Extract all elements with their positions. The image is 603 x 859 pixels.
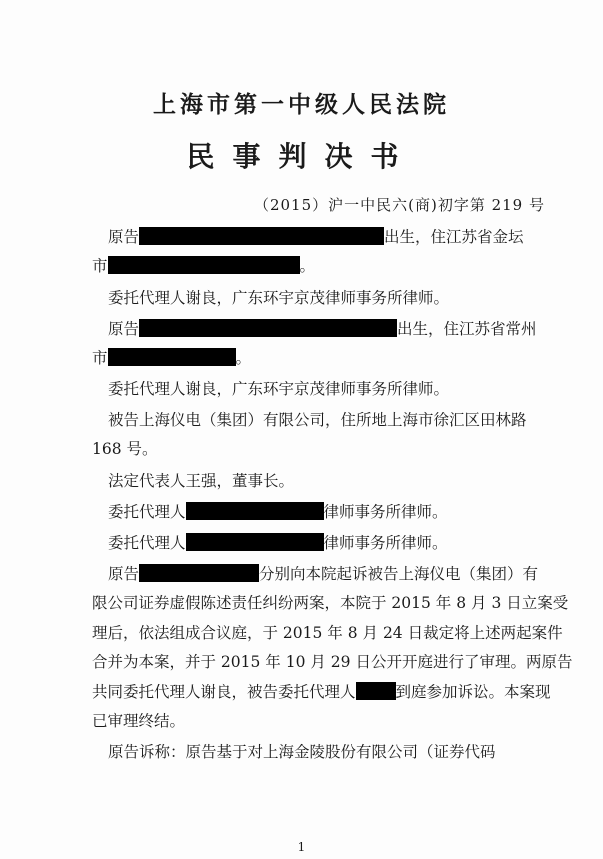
plaintiff-1-city: 市	[92, 257, 108, 275]
redaction-bar	[108, 348, 236, 366]
redaction-bar	[356, 682, 396, 700]
plaintiff-2-line-1	[108, 318, 552, 340]
agent-firm: 律师事务所律师。	[323, 534, 448, 552]
plaintiff-2-line-2	[92, 347, 552, 369]
redaction-bar	[139, 319, 397, 337]
defendant-agent-1	[108, 501, 552, 523]
plaintiff-1-agent: 委托代理人谢良，广东环宇京茂律师事务所律师。	[108, 289, 450, 307]
redaction-bar	[139, 564, 259, 582]
plaintiff-1-line-2	[92, 255, 552, 277]
page-number: 1	[297, 840, 306, 854]
plaintiff-2-end: 。	[235, 349, 252, 367]
case-number: （2015）沪一中民六(商)初字第 219 号	[253, 196, 545, 214]
agent-firm: 律师事务所律师。	[323, 503, 448, 521]
body-line-7: 原告诉称：原告基于对上海金陵股份有限公司（证券代码	[108, 743, 496, 761]
agent-label: 委托代理人	[108, 534, 186, 552]
body-text: 分别向本院起诉被告上海仪电（集团）有	[259, 565, 539, 583]
defendant-line-1: 被告上海仪电（集团）有限公司，住所地上海市徐汇区田林路	[108, 411, 527, 429]
redaction-bar	[186, 533, 324, 551]
body-plaintiff-label: 原告	[108, 565, 140, 583]
redaction-bar	[108, 256, 300, 274]
legal-representative: 法定代表人王强，董事长。	[108, 472, 295, 490]
plaintiff-1-label: 原告	[108, 228, 140, 246]
agent-label: 委托代理人	[108, 503, 186, 521]
plaintiff-2-agent: 委托代理人谢良，广东环宇京茂律师事务所律师。	[108, 380, 450, 398]
defendant-line-2: 168 号。	[92, 440, 158, 458]
plaintiff-1-line-1	[108, 226, 552, 248]
body-line-5	[92, 681, 552, 703]
plaintiff-2-label: 原告	[108, 320, 140, 338]
body-line-2: 限公司证券虚假陈述责任纠纷两案，本院于 2015 年 8 月 3 日立案受	[92, 594, 569, 612]
plaintiff-2-city: 市	[92, 349, 108, 367]
body-line-3: 理后，依法组成合议庭，于 2015 年 8 月 24 日裁定将上述两起案件	[92, 624, 563, 642]
plaintiff-1-end: 。	[299, 257, 316, 275]
body-line-4: 合并为本案，并于 2015 年 10 月 29 日公开开庭进行了审理。两原告	[92, 653, 573, 671]
redaction-bar	[186, 502, 324, 520]
redaction-bar	[139, 227, 384, 245]
defendant-agent-2	[108, 532, 552, 554]
court-name: 上海市第一中级人民法院	[153, 91, 450, 118]
body-line-6: 已审理终结。	[92, 712, 186, 730]
document-title: 民事判决书	[186, 140, 417, 173]
body-text: 到庭参加诉讼。本案现	[395, 683, 551, 701]
body-text: 共同委托代理人谢良，被告委托代理人	[92, 683, 356, 701]
plaintiff-1-birth-address: 出生，住江苏省金坛	[384, 228, 524, 246]
body-line-1	[108, 563, 552, 585]
plaintiff-2-birth-address: 出生，住江苏省常州	[397, 320, 537, 338]
